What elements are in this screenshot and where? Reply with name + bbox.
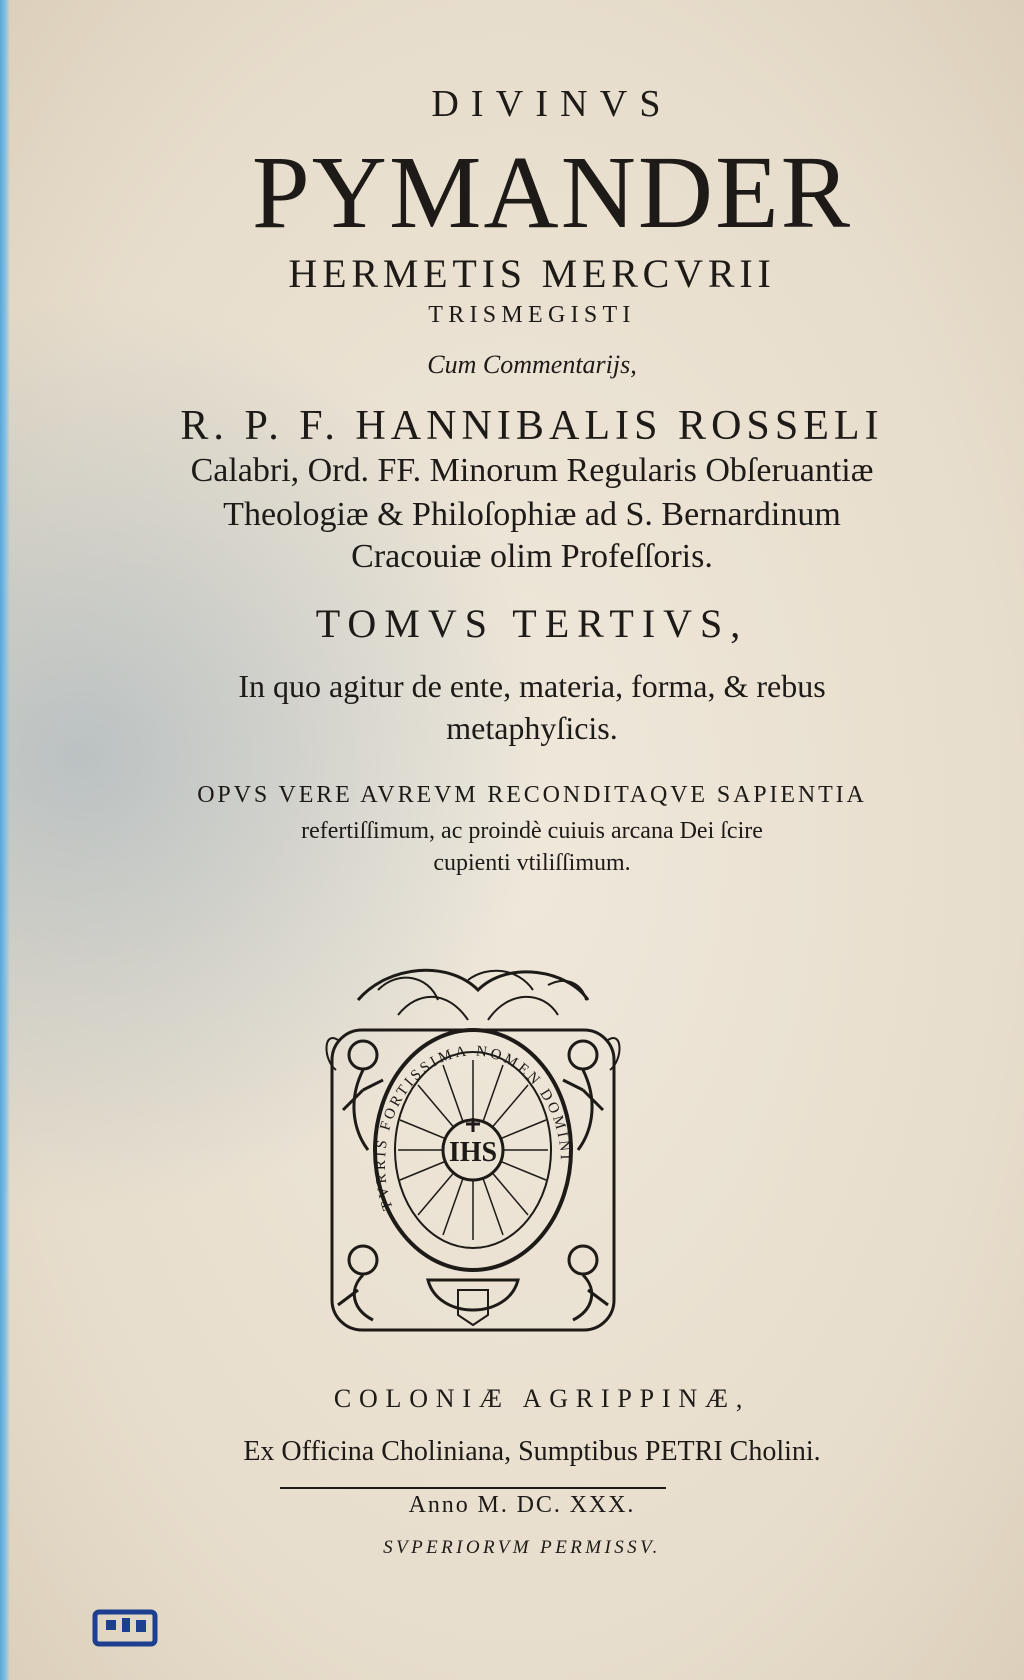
blurb-line-3: cupienti vtiliſſimum. (433, 850, 631, 876)
volume-subject-1: In quo agitur de ente, materia, forma, & rebus (238, 668, 826, 704)
author-name: R. P. F. HANNIBALIS ROSSELI (180, 403, 884, 449)
emblem-motto: TVRRIS FORTISSIMA NOMEN DOMINI (372, 1043, 574, 1212)
ihs-monogram: IHS (448, 1137, 498, 1168)
imprint-year: Anno M. DC. XXX. (408, 1492, 636, 1518)
imprint-place: COLONIÆ AGRIPPINÆ, (333, 1384, 751, 1413)
author-affiliation-1: Calabri, Ord. FF. Minorum Regularis Obſeruantiæ (190, 452, 874, 489)
title-line-trismegisti: TRISMEGISTI (428, 302, 636, 328)
volume-title: TOMVS TERTIVS, (315, 601, 749, 646)
imprint-permission: SVPERIORVM PERMISSV. (383, 1537, 661, 1558)
imprint-rule (280, 1487, 666, 1489)
printer-device-emblem (318, 960, 628, 1345)
blurb-line-1: OPVS VERE AVREVM RECONDITAQVE SAPIENTIA (197, 782, 867, 808)
author-affiliation-3: Cracouiæ olim Profeſſoris. (351, 538, 713, 575)
imprint-publisher: Ex Officina Choliniana, Sumptibus PETRI Cholini. (243, 1436, 821, 1467)
library-stamp (92, 1606, 160, 1650)
blurb-line-2: refertiſſimum, ac proindè cuiuis arcana Dei ſcire (301, 818, 763, 844)
volume-subject-2: metaphyſicis. (446, 710, 618, 746)
author-affiliation-2: Theologiæ & Philoſophiæ ad S. Bernardinum (223, 496, 841, 533)
title-line-hermetis: HERMETIS MERCVRII (288, 251, 776, 296)
title-line-commentary: Cum Commentarijs, (427, 350, 637, 379)
title-line-divinus: DIVINVS (431, 83, 673, 125)
title-main-pymander: PYMANDER (251, 135, 853, 250)
